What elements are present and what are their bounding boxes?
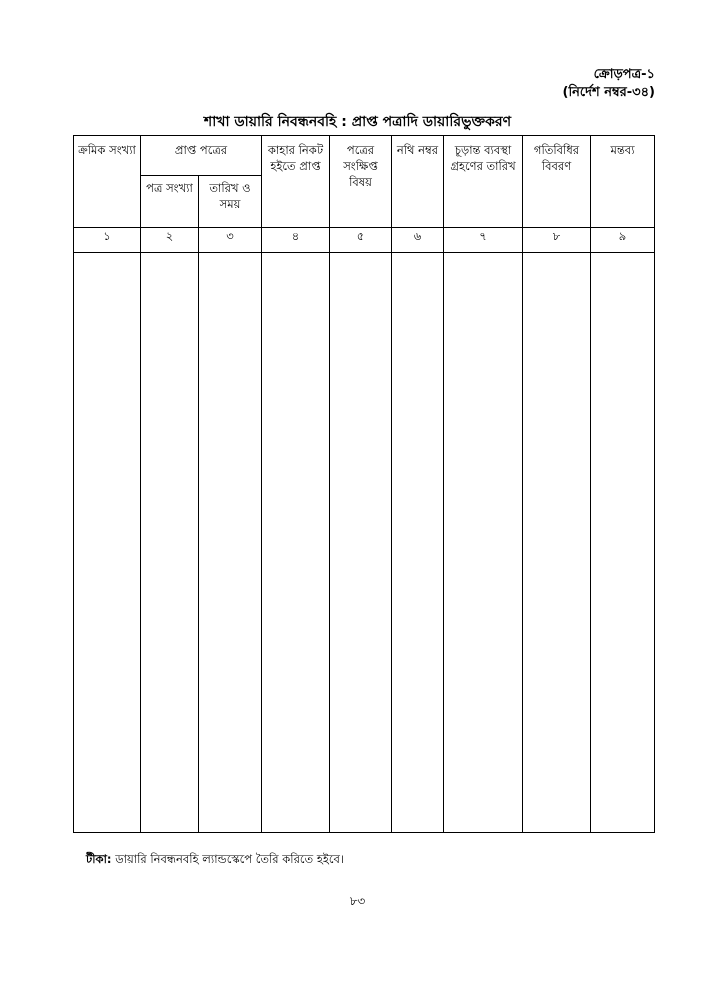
column-number: ৯ [591,228,655,253]
header-letter-number: পত্র সংখ্যা [141,176,199,228]
blank-cell [591,253,655,833]
column-number: ৫ [330,228,392,253]
column-number: ৩ [199,228,262,253]
header-serial: ক্রমিক সংখ্যা [74,136,141,228]
diary-register-table [73,135,655,833]
header-remarks: মন্তব্য [591,136,655,228]
column-number: ৬ [392,228,444,253]
blank-cell [392,253,444,833]
header-subject: পত্রের সংক্ষিপ্ত বিষয় [330,136,392,228]
column-number: ৪ [262,228,330,253]
blank-cell [74,253,141,833]
column-number-row [74,228,655,253]
header-file-number: নথি নম্বর [392,136,444,228]
blank-cell [199,253,262,833]
header-movement-details: গতিবিধির বিবরণ [523,136,591,228]
column-number: ২ [141,228,199,253]
column-number: ৭ [444,228,523,253]
blank-cell [523,253,591,833]
annex-label [563,66,655,102]
annex-title: ক্রোড়পত্র-১ [593,67,655,82]
blank-cell [330,253,392,833]
header-date-time: তারিখ ও সময় [199,176,262,228]
header-final-action-date: চূড়ান্ত ব্যবস্থা গ্রহণের তারিখ [444,136,523,228]
header-received-letter: প্রাপ্ত পত্রের [141,136,262,176]
blank-entry-row [74,253,655,833]
blank-cell [444,253,523,833]
header-received-from: কাহার নিকট হইতে প্রাপ্ত [262,136,330,228]
instruction-number: (নির্দেশ নম্বর-৩৪) [562,85,655,100]
footnote-label: টীকা: [86,852,112,866]
column-number: ৮ [523,228,591,253]
footnote-text: ডায়ারি নিবন্ধনবহি ল্যান্ডস্কেপে তৈরি করিতে হইবে। [111,852,344,866]
page-title: শাখা ডায়ারি নিবন্ধনবহি : প্রাপ্ত পত্রাদি ডায়ারিভুক্তকরণ [203,114,512,130]
page-number: ৮৩ [349,894,366,908]
footnote [86,851,344,870]
column-number: ১ [74,228,141,253]
blank-cell [141,253,199,833]
blank-cell [262,253,330,833]
